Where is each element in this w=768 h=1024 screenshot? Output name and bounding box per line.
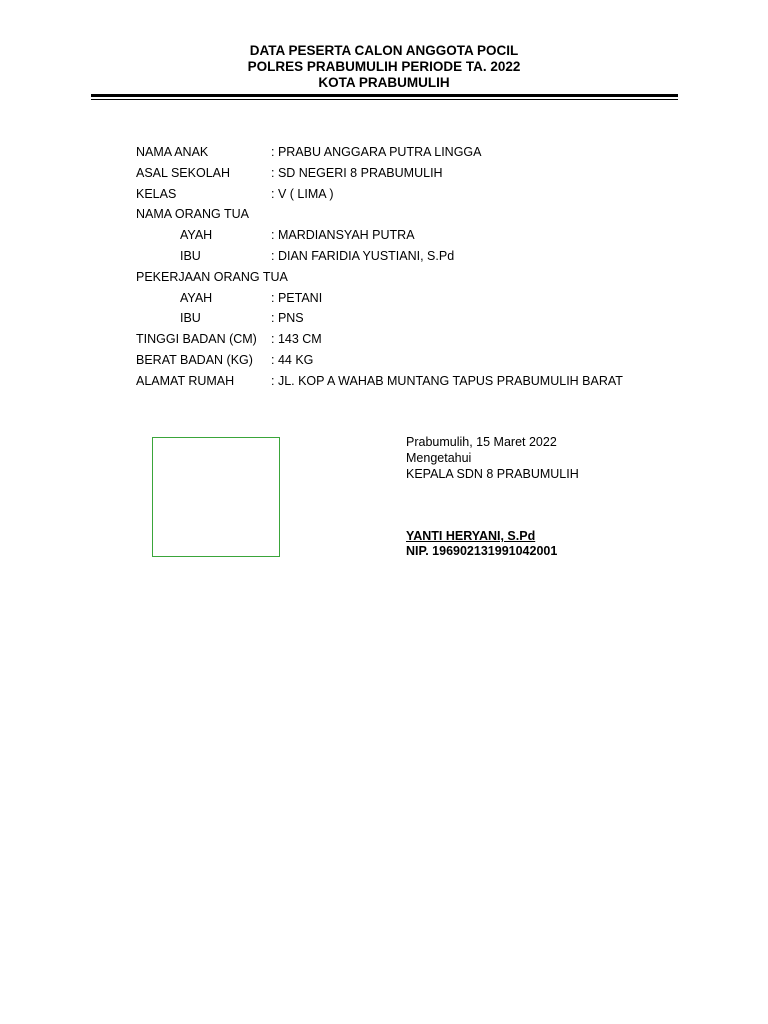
signature-position: KEPALA SDN 8 PRABUMULIH [406,467,579,481]
field-value: : JL. KOP A WAHAB MUNTANG TAPUS PRABUMULIH BARAT [271,373,623,388]
field-label: BERAT BADAN (KG) [136,352,253,367]
signature-acknowledged: Mengetahui [406,451,472,465]
field-row-nama-ayah [136,225,696,246]
field-row-alamat-rumah [136,371,696,392]
signatory-name: YANTI HERYANI, S.Pd [406,529,536,543]
field-value: : PNS [271,311,304,326]
field-row-pekerjaan-ayah [136,288,696,309]
photo-placeholder [152,437,280,557]
field-row-berat-badan [136,350,696,371]
signature-place-date: Prabumulih, 15 Maret 2022 [406,435,557,449]
header-title-line-1: DATA PESERTA CALON ANGGOTA POCIL [249,43,519,58]
field-row-nama-anak [136,142,696,163]
field-label: AYAH [180,290,213,305]
field-row-nama-orang-tua [136,204,696,225]
field-label: ASAL SEKOLAH [136,165,231,180]
field-value: : SD NEGERI 8 PRABUMULIH [271,165,443,180]
field-value: : 44 KG [271,352,314,367]
field-value: : MARDIANSYAH PUTRA [271,228,415,243]
field-label: IBU [180,248,201,263]
field-row-nama-ibu [136,246,696,267]
field-label: ALAMAT RUMAH [136,373,235,388]
signature-block [406,434,579,482]
field-label: NAMA ORANG TUA [136,207,249,222]
field-label: KELAS [136,186,177,201]
field-label: NAMA ANAK [136,145,209,159]
field-value: : DIAN FARIDIA YUSTIANI, S.Pd [271,248,455,263]
field-label: PEKERJAAN ORANG TUA [136,269,288,284]
field-row-kelas [136,184,696,205]
field-row-tinggi-badan [136,329,696,350]
field-label: TINGGI BADAN (CM) [136,332,257,347]
document-header [0,43,768,91]
field-row-pekerjaan-ibu [136,308,696,329]
header-title-line-3: KOTA PRABUMULIH [318,75,450,90]
field-label: AYAH [180,228,213,243]
participant-data-list [136,142,696,392]
field-value: : PRABU ANGGARA PUTRA LINGGA [271,145,482,159]
header-title-line-2: POLRES PRABUMULIH PERIODE TA. 2022 [247,59,521,74]
field-label: IBU [180,311,201,326]
field-value: : 143 CM [271,332,322,347]
signatory-nip: NIP. 196902131991042001 [406,544,558,558]
header-divider-thick [91,94,678,97]
field-value: : PETANI [271,290,323,305]
field-row-pekerjaan-orang-tua [136,267,696,288]
field-row-asal-sekolah [136,163,696,184]
field-value: : V ( LIMA ) [271,186,334,201]
header-divider-thin [91,99,678,100]
